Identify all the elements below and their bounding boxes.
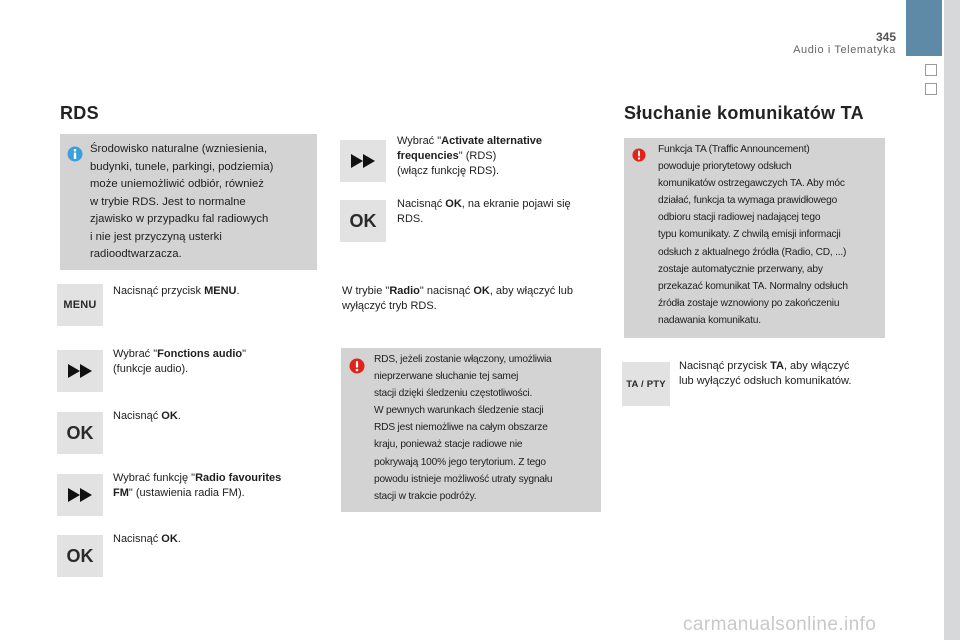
step-bold: frequencies bbox=[397, 150, 459, 162]
warning-line: zostaje automatycznie przerwany, aby bbox=[658, 263, 823, 275]
step-bold: OK bbox=[161, 533, 178, 545]
watermark: carmanualsonline.info bbox=[683, 614, 877, 635]
step-press-ta bbox=[679, 359, 889, 389]
double-arrow-icon bbox=[67, 488, 93, 502]
warning-line: kraju, ponieważ stacje radiowe nie bbox=[374, 439, 523, 451]
ok-button-label: OK bbox=[66, 545, 94, 566]
page-edge-strip bbox=[944, 0, 960, 640]
step-text: W trybie " bbox=[342, 285, 390, 297]
step-text: Nacisnąć przycisk bbox=[113, 285, 205, 297]
step-text: Nacisnąć przycisk bbox=[679, 360, 771, 372]
info-line: budynki, tunele, parkingi, podziemia) bbox=[90, 160, 274, 173]
warning-line: działać, funkcja ta wymaga prawidłowego bbox=[658, 195, 838, 207]
warning-line: źródła zostaje wznowiony po zakończeniu bbox=[658, 297, 840, 309]
step-press-ok bbox=[113, 532, 313, 547]
warning-line: komunikatów ostrzegawczych TA. Aby móc bbox=[658, 178, 845, 190]
info-icon bbox=[67, 146, 83, 162]
menu-button[interactable] bbox=[57, 284, 103, 326]
radio-mode-note bbox=[342, 284, 604, 314]
step-text: . bbox=[236, 285, 240, 297]
step-bold: Radio bbox=[389, 285, 420, 297]
warning-line: nadawania komunikatu. bbox=[658, 314, 761, 326]
step-text: " (ustawienia radia FM). bbox=[128, 487, 245, 499]
step-text: Nacisnąć bbox=[113, 410, 162, 422]
step-text: . bbox=[177, 533, 181, 545]
step-text: (włącz funkcję RDS). bbox=[397, 165, 500, 177]
warning-line: RDS, jeżeli zostanie włączony, umożliwia bbox=[374, 354, 552, 365]
info-line: w trybie RDS. Jest to normalne bbox=[90, 195, 246, 208]
step-press-ok bbox=[113, 409, 313, 424]
info-line: radioodtwarzacza. bbox=[90, 248, 182, 260]
step-bold: Activate alternative bbox=[441, 135, 543, 147]
ta-pty-button-label: TA / PTY bbox=[626, 378, 666, 390]
double-arrow-icon bbox=[67, 364, 93, 378]
section-title: Audio i Telematyka bbox=[793, 44, 896, 56]
ok-button[interactable] bbox=[57, 535, 103, 577]
checkbox-square-icon bbox=[925, 83, 937, 95]
chapter-tab bbox=[906, 0, 942, 56]
info-line: i nie jest przyczyną usterki bbox=[90, 230, 222, 243]
step-text: Wybrać " bbox=[397, 135, 442, 147]
step-bold: OK bbox=[445, 198, 462, 210]
step-text: Wybrać " bbox=[113, 348, 158, 360]
warning-line: RDS jest niemożliwe na całym obszarze bbox=[374, 422, 548, 434]
warning-line: pokrywają 100% jego terytorium. Z tego bbox=[374, 456, 546, 468]
step-bold: Radio favourites bbox=[195, 472, 282, 484]
step-press-ok-rds bbox=[397, 197, 602, 227]
step-text: RDS. bbox=[397, 213, 424, 225]
rds-heading: RDS bbox=[60, 103, 99, 123]
warning-line: stacji w trakcie podróży. bbox=[374, 490, 477, 502]
ta-warning-text bbox=[658, 141, 885, 329]
warning-line: Funkcja TA (Traffic Announcement) bbox=[658, 144, 810, 155]
info-text bbox=[90, 141, 315, 264]
warning-line: powoduje priorytetowy odsłuch bbox=[658, 161, 792, 173]
step-text: , aby włączyć lub bbox=[489, 285, 573, 297]
step-text: wyłączyć tryb RDS. bbox=[342, 300, 437, 312]
warning-line: przekazać komunikat TA. Normalny odsłuch bbox=[658, 280, 848, 292]
step-text: Nacisnąć bbox=[113, 533, 162, 545]
step-bold: FM bbox=[113, 487, 129, 499]
warning-line: stacji dzięki śledzeniu częstotliwości. bbox=[374, 388, 533, 400]
warning-icon bbox=[632, 148, 646, 162]
warning-icon bbox=[349, 358, 365, 374]
warning-line: odsłuch z aktualnego źródła (Radio, CD, ...) bbox=[658, 246, 847, 258]
step-select-audio-functions bbox=[113, 347, 313, 377]
step-text: (funkcje audio). bbox=[113, 363, 189, 375]
menu-button-label: MENU bbox=[63, 299, 97, 311]
ta-pty-button[interactable] bbox=[622, 362, 670, 406]
step-text: Nacisnąć bbox=[397, 198, 446, 210]
step-text: , aby włączyć bbox=[783, 360, 850, 372]
step-bold: Fonctions audio bbox=[157, 348, 243, 360]
ta-heading: Słuchanie komunikatów TA bbox=[624, 103, 864, 123]
step-text: Wybrać funkcję " bbox=[113, 472, 196, 484]
checkbox-square-icon bbox=[925, 64, 937, 76]
ok-button-label: OK bbox=[66, 422, 94, 443]
rds-warning-text bbox=[374, 351, 599, 505]
step-bold: OK bbox=[473, 285, 490, 297]
step-activate-af bbox=[397, 134, 602, 179]
step-text: " nacisnąć bbox=[419, 285, 474, 297]
next-button[interactable] bbox=[57, 474, 103, 516]
warning-line: nieprzerwane słuchanie tej samej bbox=[374, 371, 519, 383]
next-button[interactable] bbox=[57, 350, 103, 392]
ok-button[interactable] bbox=[57, 412, 103, 454]
page-number: 345 bbox=[875, 30, 896, 44]
warning-line: W pewnych warunkach śledzenie stacji bbox=[374, 405, 544, 417]
step-press-menu bbox=[113, 284, 313, 299]
step-text: " bbox=[242, 348, 247, 360]
step-text: lub wyłączyć odsłuch komunikatów. bbox=[679, 375, 852, 387]
rds-warning-box bbox=[341, 348, 601, 512]
step-text: . bbox=[177, 410, 181, 422]
next-button[interactable] bbox=[340, 140, 386, 182]
info-line: może uniemożliwić odbiór, również bbox=[90, 178, 264, 190]
info-line: Środowisko naturalne (wzniesienia, bbox=[90, 143, 268, 155]
step-bold: TA bbox=[770, 360, 784, 372]
step-text: " (RDS) bbox=[458, 150, 497, 162]
step-bold: OK bbox=[161, 410, 178, 422]
info-line: zjawisko w przypadku fal radiowych bbox=[90, 213, 269, 225]
ta-warning-box bbox=[624, 138, 885, 338]
step-text: , na ekranie pojawi się bbox=[461, 198, 571, 210]
warning-line: typu komunikaty. Z chwilą emisji informacji bbox=[658, 229, 841, 241]
warning-line: odbioru stacji radiowej nadającej tego bbox=[658, 212, 821, 224]
double-arrow-icon bbox=[350, 154, 376, 168]
step-bold: MENU bbox=[204, 285, 237, 297]
info-box bbox=[60, 134, 317, 270]
step-select-radio-favourites bbox=[113, 471, 313, 501]
ok-button[interactable] bbox=[340, 200, 386, 242]
ok-button-label: OK bbox=[349, 210, 377, 231]
warning-line: powodu istnieje możliwość utraty sygnału bbox=[374, 473, 553, 485]
